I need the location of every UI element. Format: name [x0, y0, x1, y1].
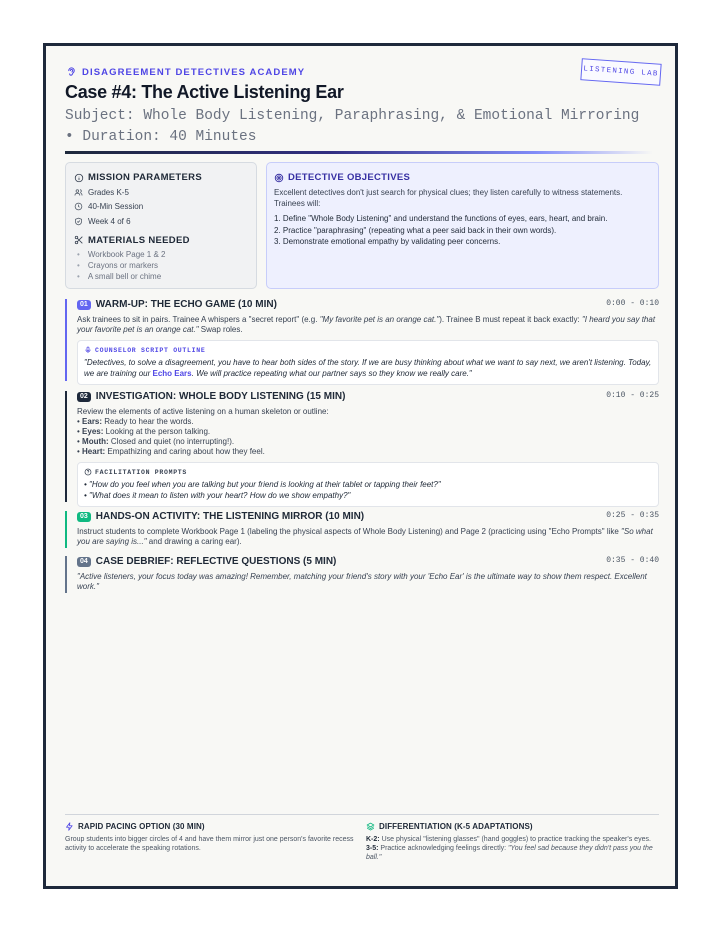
- section-number-badge: 03: [77, 512, 91, 522]
- mission-parameters-box: [65, 162, 257, 289]
- list-item: • Crayons or markers: [77, 261, 248, 270]
- ear-icon: [66, 66, 77, 78]
- prompt-item: • "What does it mean to listen with your heart? How do we show empathy?": [84, 490, 351, 500]
- section-number-badge: 02: [77, 392, 91, 402]
- list-item: • Eyes: Looking at the person talking.: [77, 427, 211, 436]
- section-title: HANDS-ON ACTIVITY: THE LISTENING MIRROR (10 MIN): [95, 511, 365, 522]
- help-circle-icon: [84, 468, 92, 476]
- differentiation-heading: DIFFERENTIATION (K-5 ADAPTATIONS): [366, 822, 659, 831]
- list-item: 1. Define "Whole Body Listening" and understand the functions of eyes, ears, heart, and brain.: [274, 214, 608, 223]
- section-debrief: [65, 556, 659, 593]
- list-item: • Ears: Ready to hear the words.: [77, 417, 194, 426]
- list-item: • Heart: Empathizing and caring about how they feel.: [77, 447, 265, 456]
- materials-heading: MATERIALS NEEDED: [74, 235, 248, 246]
- shield-check-icon: [74, 217, 83, 226]
- differentiation-35: 3-5: Practice acknowledging feelings directly: "You feel sad because they didn't pass you the ball.": [366, 845, 653, 861]
- section-time: 0:00 - 0:10: [606, 299, 659, 308]
- section-hands-on: [65, 511, 659, 548]
- section-body: Ask trainees to sit in pairs. Trainee A whispers a "secret report" (e.g. "My favorite pet is an orange cat."). Trainee B must repeat it back exactly: "I heard you say that your favorite pet is an orange cat." Swap roles.: [77, 315, 656, 334]
- microphone-icon: [84, 346, 92, 354]
- users-icon: [74, 188, 83, 197]
- section-body: "Active listeners, your focus today was amazing! Remember, matching your friend's story with your 'Echo Ear' is the ultimate way to show them respect. Excellent work.": [77, 572, 647, 591]
- listening-lab-stamp: LISTENING LAB: [580, 58, 661, 86]
- footer-divider: [65, 814, 659, 815]
- rapid-pacing-heading: RAPID PACING OPTION (30 MIN): [65, 822, 355, 831]
- list-item: 2. Practice "paraphrasing" (repeating what a peer said back in their own words).: [274, 225, 557, 235]
- section-heading: [77, 299, 659, 310]
- mission-parameters-heading: MISSION PARAMETERS: [74, 172, 248, 183]
- section-time: 0:10 - 0:25: [606, 391, 659, 400]
- list-item: 3. Demonstrate emotional empathy by validating peer concerns.: [274, 237, 501, 247]
- section-heading: [77, 556, 659, 567]
- facilitation-prompts-box: [77, 462, 659, 507]
- counselor-script-box: [77, 340, 659, 385]
- list-item: • Workbook Page 1 & 2: [77, 250, 248, 259]
- target-icon: [274, 173, 284, 183]
- section-time: 0:35 - 0:40: [606, 556, 659, 565]
- section-title: WARM-UP: THE ECHO GAME (10 MIN): [95, 299, 277, 310]
- session-row: 40-Min Session: [74, 202, 248, 211]
- section-number-badge: 04: [77, 557, 91, 567]
- week-row: Week 4 of 6: [74, 217, 248, 226]
- academy-label: [66, 66, 305, 78]
- academy-name: DISAGREEMENT DETECTIVES ACADEMY: [82, 66, 306, 78]
- objectives-heading: DETECTIVE OBJECTIVES: [274, 172, 651, 183]
- section-heading: [77, 391, 659, 402]
- objectives-intro: Excellent detectives don't just search for physical clues; they listen carefully to witness statements. Trainees will:: [274, 188, 623, 208]
- section-warm-up: [65, 299, 659, 381]
- differentiation-box: [366, 822, 659, 862]
- materials-list: [74, 250, 248, 282]
- prompt-item: • "How do you feel when you are talking but your friend is looking at their tablet or tapping their feet?": [84, 480, 441, 489]
- clock-icon: [74, 202, 83, 211]
- objectives-list: [274, 213, 651, 248]
- section-heading: [77, 511, 659, 522]
- grades-row: Grades K-5: [74, 188, 248, 197]
- rapid-pacing-box: [65, 822, 355, 853]
- rapid-pacing-text: Group students into bigger circles of 4 and have them mirror just one person's favorite recess activity to accelerate the speaking rotations.: [65, 836, 354, 852]
- section-body: Review the elements of active listening on a human skeleton or outline:: [77, 407, 329, 416]
- layers-icon: [366, 822, 375, 831]
- section-time: 0:25 - 0:35: [606, 511, 659, 520]
- section-number-badge: 01: [77, 300, 91, 310]
- listening-elements-list: [77, 417, 659, 457]
- section-investigation: [65, 391, 659, 502]
- subject-line: Subject: Whole Body Listening, Paraphrasing, & Emotional Mirroring • Duration: 40 Minutes: [65, 108, 640, 145]
- info-icon: [74, 173, 84, 183]
- lightning-icon: [65, 822, 74, 831]
- header-divider: [65, 151, 653, 154]
- section-body: Instruct students to complete Workbook Page 1 (labeling the physical aspects of Whole Body Listening) and Page 2 (practicing using "Echo Prompts" like "So what you are saying is..." and drawing a caring ear).: [77, 527, 653, 546]
- facilitation-prompts-heading: FACILITATION PROMPTS: [84, 468, 652, 476]
- scissors-icon: [74, 235, 84, 245]
- list-item: • Mouth: Closed and quiet (no interrupting!).: [77, 437, 235, 446]
- page-title: Case #4: The Active Listening Ear: [65, 82, 344, 102]
- detective-objectives-box: [266, 162, 659, 289]
- section-title: CASE DEBRIEF: REFLECTIVE QUESTIONS (5 MIN): [95, 556, 337, 567]
- lesson-plan-page: [43, 43, 678, 889]
- counselor-script-text: "Detectives, to solve a disagreement, you have to hear both sides of the story. If we are busy thinking about what we want to say next, we aren't listening. Today, we are training our Echo Ears. We will practice repeating what our partner says so they know we really care.": [84, 358, 652, 378]
- echo-ears-highlight: Echo Ears: [152, 368, 192, 378]
- list-item: • A small bell or chime: [77, 272, 248, 281]
- differentiation-k2: K-2: Use physical "listening glasses" (hand goggles) to practice tracking the speaker's eyes.: [366, 836, 651, 843]
- section-title: INVESTIGATION: WHOLE BODY LISTENING (15 MIN): [95, 391, 346, 402]
- counselor-script-heading: COUNSELOR SCRIPT OUTLINE: [84, 346, 652, 354]
